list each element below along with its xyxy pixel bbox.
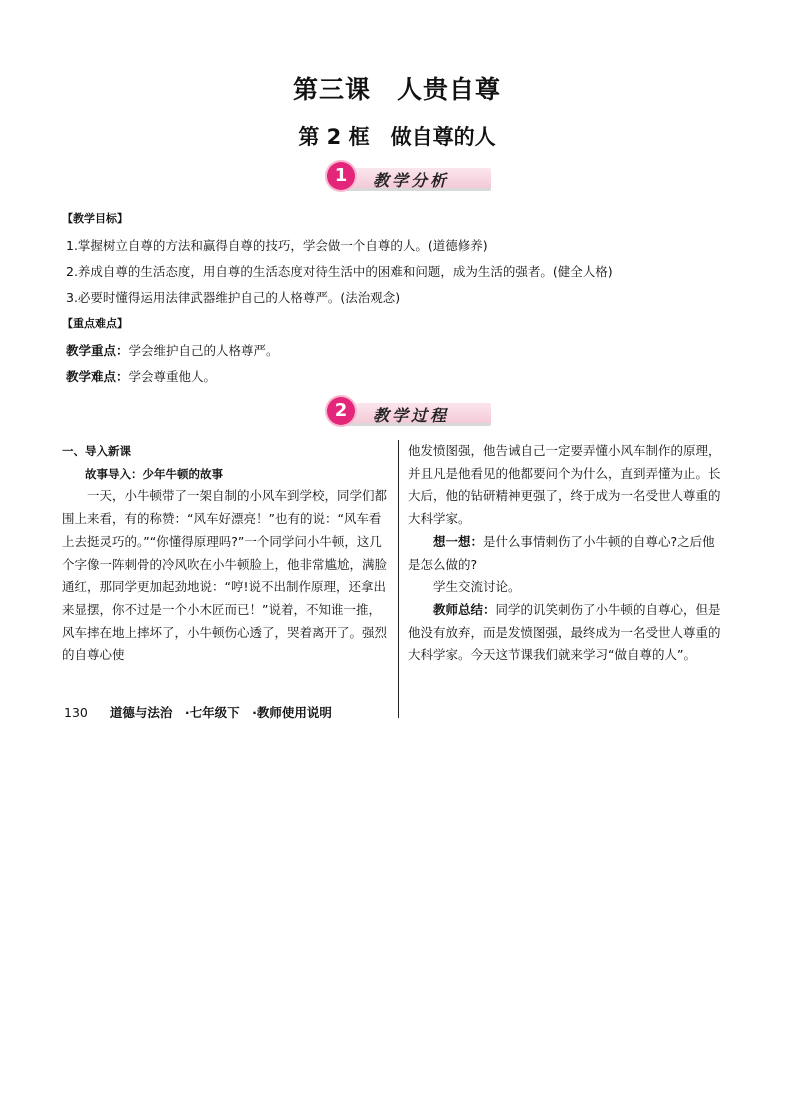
- teaching-analysis-banner: [327, 162, 493, 192]
- page-number: 130: [64, 705, 88, 720]
- story-paragraph-continued: 他发愤图强，他告诫自己一定要弄懂小风车制作的原理，并且凡是他看见的他都要问个为什么，直到弄懂为止。长大后，他的钻研精神更强了，终于成为一名受世人尊重的大科学家。: [408, 443, 721, 527]
- intro-heading: 一、导入新课: [62, 444, 131, 458]
- section-title: 第 2 框 做自尊的人: [298, 125, 496, 149]
- think-label: 想一想：: [433, 533, 484, 549]
- number-badge-icon: 1: [327, 162, 355, 190]
- book-title: 道德与法治 ·七年级下 ·教师使用说明: [109, 705, 332, 720]
- page-footer: [64, 703, 332, 721]
- focus-text: 学会维护自己的人格尊严。: [128, 343, 279, 358]
- goal-item: 2.养成自尊的生活态度，用自尊的生活态度对待生活中的困难和问题，成为生活的强者。(健全人格): [66, 264, 613, 279]
- think-text: 是什么事情刺伤了小牛顿的自尊心?之后他是怎么做的?: [408, 533, 715, 572]
- focus-label: 教学重点：: [66, 343, 129, 358]
- focus-line: [66, 341, 279, 359]
- banner-label: 教学分析: [373, 171, 450, 190]
- difficulty-label: 教学难点：: [66, 369, 129, 384]
- teaching-process-banner: [327, 397, 493, 427]
- summary-line: [408, 599, 726, 667]
- banner-label: 教学过程: [373, 406, 450, 425]
- story-title: 故事导入：少年牛顿的故事: [85, 466, 223, 481]
- think-line: [408, 531, 726, 576]
- discussion-line: 学生交流讨论。: [433, 579, 521, 595]
- goal-item: 3.必要时懂得运用法律武器维护自己的人格尊严。(法治观念): [66, 290, 401, 305]
- summary-label: 教师总结：: [433, 601, 496, 617]
- number-badge-icon: 2: [327, 397, 355, 425]
- difficulty-line: [66, 367, 216, 385]
- summary-text: 同学的讥笑刺伤了小牛顿的自尊心，但是他没有放弃，而是发愤图强，最终成为一名受世人尊重的大科学家。今天这节课我们就来学习“做自尊的人”。: [408, 601, 721, 663]
- right-column: [408, 440, 726, 667]
- goals-header: 【教学目标】: [62, 212, 128, 225]
- goal-item: 1.掌握树立自尊的方法和赢得自尊的技巧，学会做一个自尊的人。(道德修养): [66, 238, 488, 253]
- difficulty-text: 学会尊重他人。: [128, 369, 217, 384]
- story-paragraph: 一天，小牛顿带了一架自制的小风车到学校，同学们都围上来看，有的称赞：“风车好漂亮！”也有的说：“风车看上去挺灵巧的。”“你懂得原理吗?”一个同学问小牛顿，这几个字像一阵刺骨的冷风吹在小牛顿脸上，他非常尴尬，满脸通红，那同学更加起劲地说：“哼!说不出制作原理，还拿出来显摆，你不过是一个小木匠而已！”说着，不知谁一推，风车摔在地上摔坏了，小牛顿伤心透了，哭着离开了。强烈的自尊心使: [62, 488, 388, 663]
- lesson-title: 第三课 人贵自尊: [292, 75, 501, 104]
- column-divider: [398, 440, 399, 718]
- left-column: [62, 440, 388, 667]
- key-points-header: 【重点难点】: [62, 317, 128, 330]
